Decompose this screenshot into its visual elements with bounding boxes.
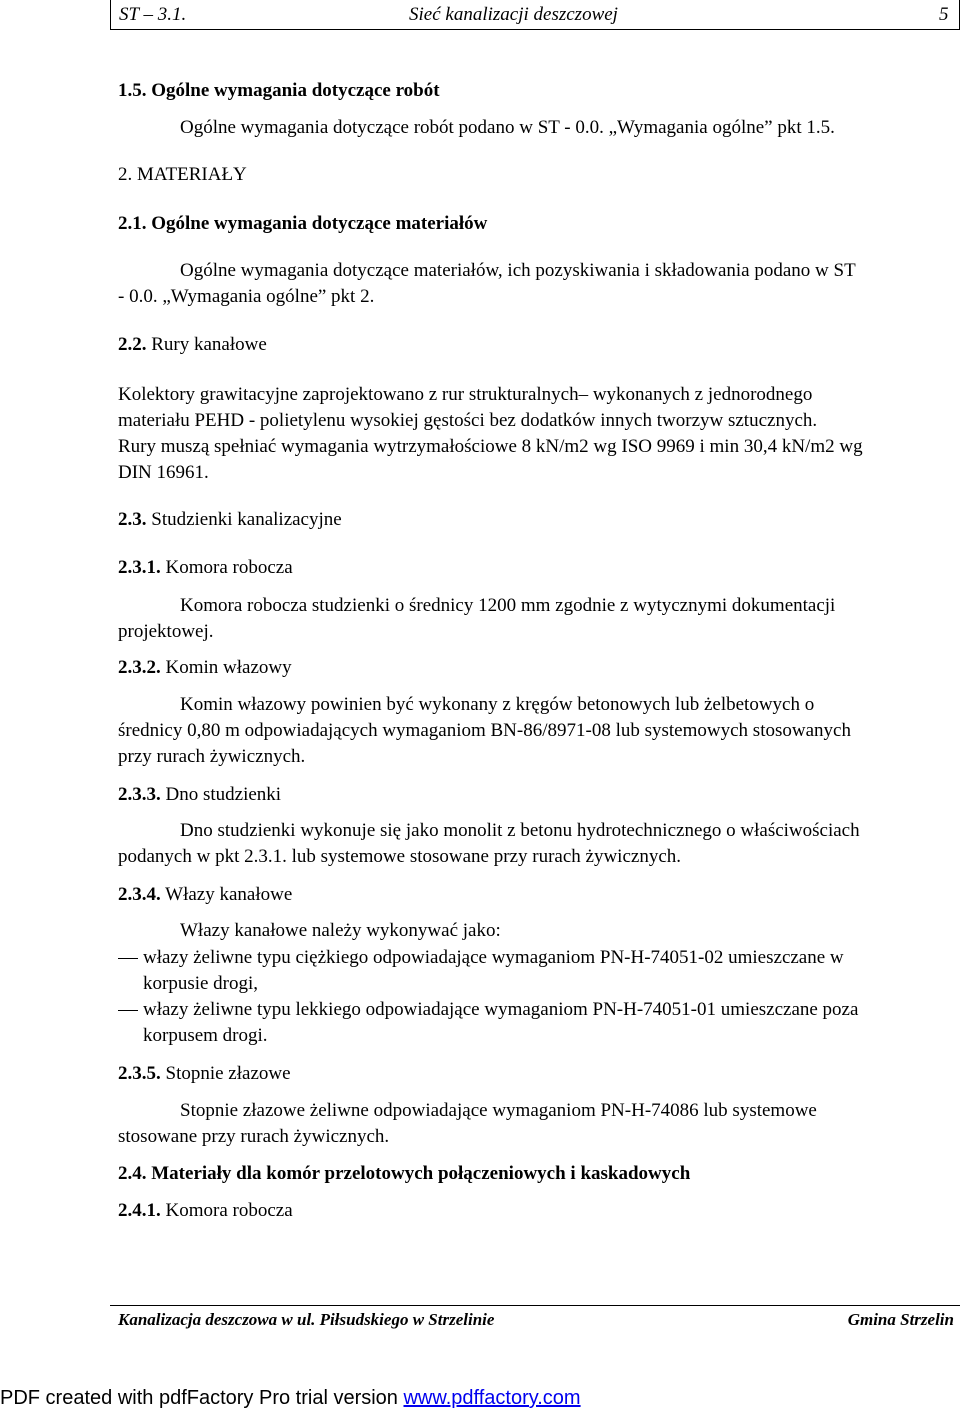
section-2-3-3-number: 2.3.3. <box>118 784 161 805</box>
list-dash-marker <box>118 958 138 959</box>
section-2-3-3-line2: podanych w pkt 2.3.1. lub systemowe stosowane przy rurach żywicznych. <box>118 846 681 867</box>
section-2-3-1-heading <box>118 555 293 581</box>
section-2-2-line2: materiału PEHD - polietylenu wysokiej gęstości bez dodatków innych tworzyw sztucznych. <box>118 410 818 431</box>
section-2-3-heading <box>118 507 342 533</box>
section-2-3-2-line1: Komin włazowy powinien być wykonany z kręgów betonowych lub żelbetowych o <box>180 694 815 715</box>
page-header <box>110 0 960 30</box>
header-title: Sieć kanalizacji deszczowej <box>409 4 618 25</box>
section-2-3-2-heading <box>118 655 292 681</box>
section-2-2-line4: DIN 16961. <box>118 462 209 483</box>
section-2-3-1-title: Komora robocza <box>160 557 293 578</box>
section-2-2-heading <box>118 332 267 358</box>
section-2-4-title: 2.4. Materiały dla komór przelotowych połączeniowych i kaskadowych <box>118 1163 691 1184</box>
section-2-3-title: Studzienki kanalizacyjne <box>146 509 342 530</box>
section-2-3-3-line1: Dno studzienki wykonuje się jako monolit z betonu hydrotechnicznego o właściwościach <box>180 820 860 841</box>
section-2-1-line1: Ogólne wymagania dotyczące materiałów, ich pozyskiwania i składowania podano w ST <box>180 260 856 281</box>
pdffactory-link[interactable]: www.pdffactory.com <box>403 1387 581 1409</box>
section-2-3-1-line2: projektowej. <box>118 621 214 642</box>
section-2-3-4-intro: Włazy kanałowe należy wykonywać jako: <box>180 920 501 941</box>
section-1-5-body: Ogólne wymagania dotyczące robót podano w ST - 0.0. „Wymagania ogólne” pkt 1.5. <box>180 117 835 138</box>
section-2-3-1-line1: Komora robocza studzienki o średnicy 1200 mm zgodnie z wytycznymi dokumentacji <box>180 595 836 616</box>
section-2-3-number: 2.3. <box>118 509 147 530</box>
footer-rule <box>110 1305 960 1306</box>
section-2-3-4-item1-line2: korpusie drogi, <box>143 973 259 994</box>
pdf-trial-banner <box>0 1385 581 1411</box>
section-2-3-4-heading <box>118 882 292 908</box>
section-2-4-1-title: Komora robocza <box>160 1200 293 1221</box>
section-2-2-line3: Rury muszą spełniać wymagania wytrzymałościowe 8 kN/m2 wg ISO 9969 i min 30,4 kN/m2 wg <box>118 436 863 457</box>
section-2-2-line1: Kolektory grawitacyjne zaprojektowano z rur strukturalnych– wykonanych z jednorodnego <box>118 384 813 405</box>
footer-client: Gmina Strzelin <box>847 1310 954 1329</box>
section-2-3-2-title: Komin włazowy <box>160 657 292 678</box>
section-2-1-title: 2.1. Ogólne wymagania dotyczące materiałów <box>118 213 488 234</box>
footer-project-title: Kanalizacja deszczowa w ul. Piłsudskiego w Strzelinie <box>118 1310 495 1329</box>
section-2-3-4-item1-line1: włazy żeliwne typu ciężkiego odpowiadające wymaganiom PN-H-74051-02 umieszczane w <box>143 947 844 968</box>
section-2-2-title: Rury kanałowe <box>146 334 267 355</box>
section-2-3-5-line2: stosowane przy rurach żywicznych. <box>118 1126 390 1147</box>
section-2-3-5-heading <box>118 1061 291 1087</box>
section-2-3-3-title: Dno studzienki <box>160 784 282 805</box>
section-2-3-1-number: 2.3.1. <box>118 557 161 578</box>
section-2-3-3-heading <box>118 782 281 808</box>
section-2-3-4-number: 2.3.4. <box>118 884 161 905</box>
section-1-5-title: 1.5. Ogólne wymagania dotyczące robót <box>118 80 440 101</box>
section-2-3-2-line3: przy rurach żywicznych. <box>118 746 306 767</box>
section-2-3-2-number: 2.3.2. <box>118 657 161 678</box>
header-spec-code: ST – 3.1. <box>119 4 187 25</box>
section-2-3-4-title: Włazy kanałowe <box>160 884 293 905</box>
section-2-title: 2. MATERIAŁY <box>118 164 247 185</box>
section-2-4-1-heading <box>118 1198 293 1224</box>
list-dash-marker <box>118 1010 138 1011</box>
section-2-3-5-line1: Stopnie złazowe żeliwne odpowiadające wymaganiom PN-H-74086 lub systemowe <box>180 1100 817 1121</box>
section-2-3-2-line2: średnicy 0,80 m odpowiadających wymaganiom BN-86/8971-08 lub systemowych stosowanych <box>118 720 851 741</box>
section-2-3-4-item2-line2: korpusem drogi. <box>143 1025 268 1046</box>
section-2-4-1-number: 2.4.1. <box>118 1200 161 1221</box>
header-page-number: 5 <box>939 4 949 25</box>
section-2-1-line2: - 0.0. „Wymagania ogólne” pkt 2. <box>118 286 375 307</box>
section-2-3-4-item2-line1: włazy żeliwne typu lekkiego odpowiadające wymaganiom PN-H-74051-01 umieszczane poza <box>143 999 859 1020</box>
section-2-3-5-number: 2.3.5. <box>118 1063 161 1084</box>
pdf-trial-text: PDF created with pdfFactory Pro trial version <box>0 1387 404 1409</box>
section-2-2-number: 2.2. <box>118 334 147 355</box>
section-2-3-5-title: Stopnie złazowe <box>160 1063 291 1084</box>
